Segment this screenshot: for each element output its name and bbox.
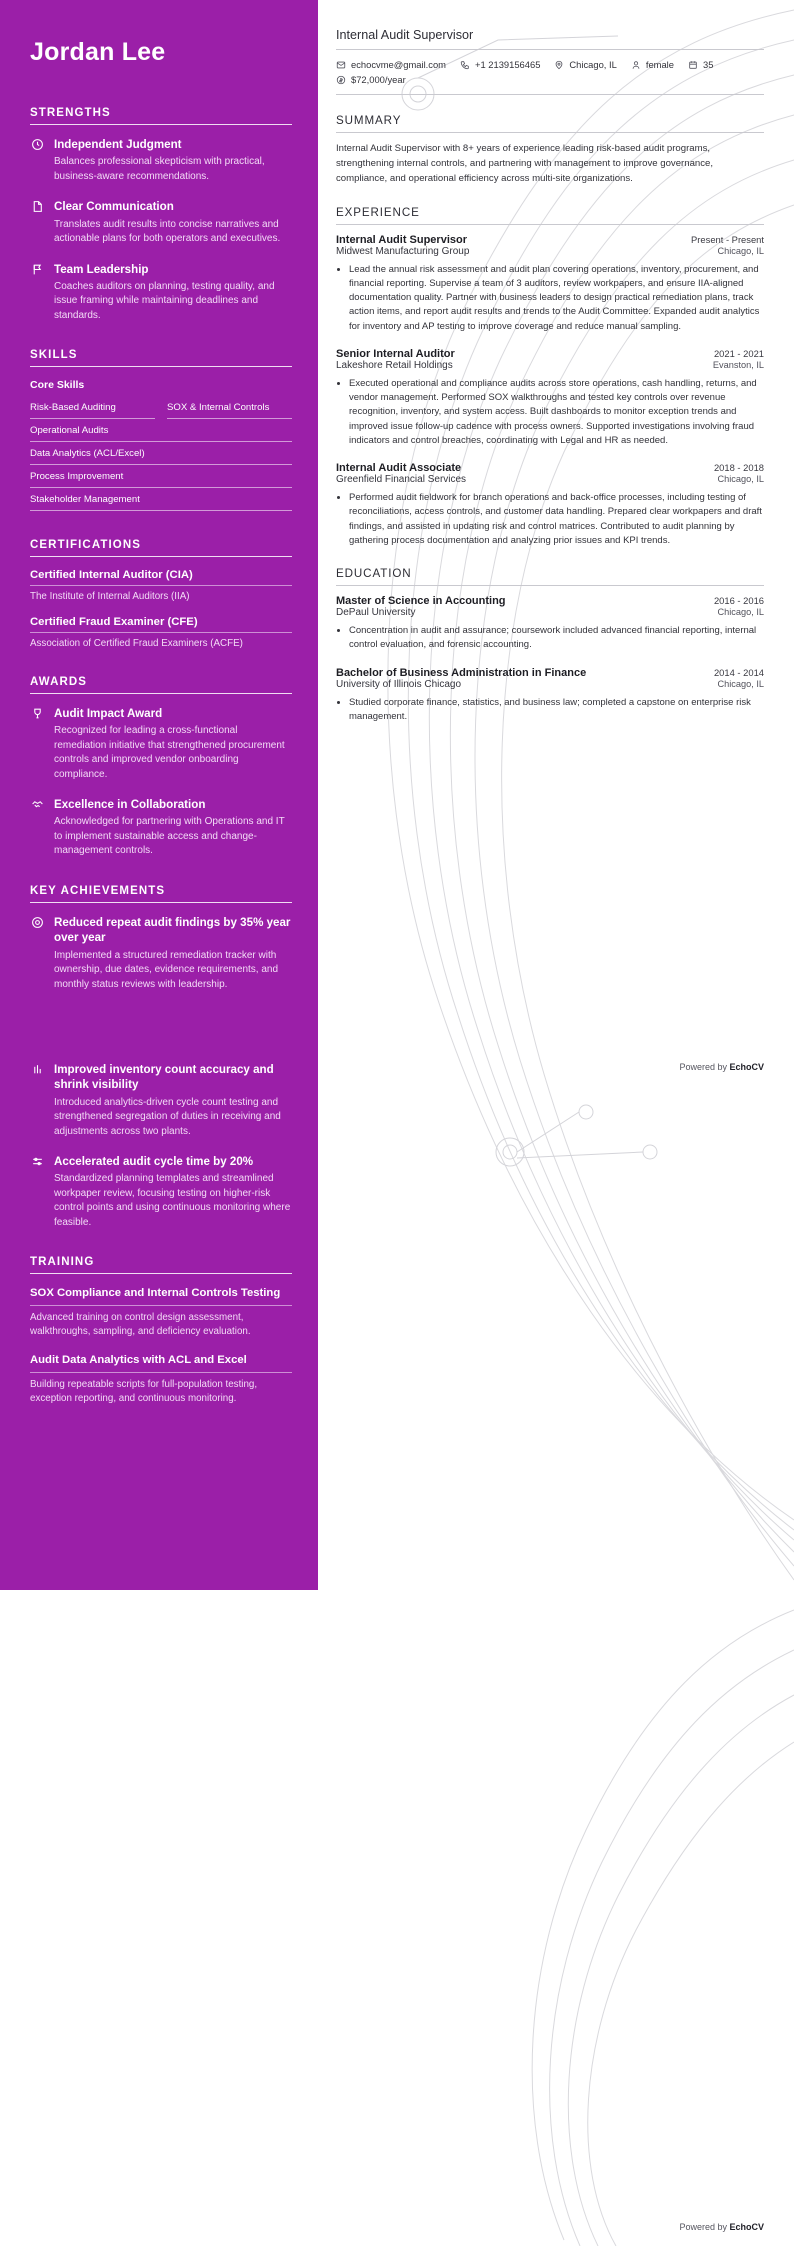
contact-phone-value: +1 2139156465: [474, 59, 541, 70]
strength-desc: Coaches auditors on planning, testing quality, and issue framing while maintaining deadlines and standards.: [54, 280, 275, 321]
award-title: Excellence in Collaboration: [54, 798, 206, 812]
award-item: [30, 706, 292, 782]
experience-location: Evanston, IL: [712, 359, 764, 370]
salary-icon: [336, 75, 346, 85]
experience-company: Midwest Manufacturing Group: [336, 245, 470, 257]
sliders-icon: [30, 1155, 45, 1230]
phone-icon: [460, 60, 470, 70]
award-item: [30, 797, 292, 859]
strength-item: [30, 199, 292, 246]
location-icon: [554, 60, 564, 70]
age-icon: [688, 60, 698, 70]
strengths-title: STRENGTHS: [30, 107, 292, 125]
flag-icon: [30, 263, 45, 324]
contact-gender: [631, 59, 674, 70]
certification-name: Certified Fraud Examiner (CFE): [30, 616, 292, 633]
strength-title: Independent Judgment: [54, 138, 182, 151]
experience-entry: [336, 462, 764, 548]
certification-org: The Institute of Internal Auditors (IIA): [30, 591, 190, 603]
education-date: 2016 - 2016: [713, 595, 764, 607]
brand-name: EchoCV: [729, 2222, 764, 2232]
strength-desc: Balances professional skepticism with practical, business-aware recommendations.: [54, 156, 265, 182]
experience-company: Lakeshore Retail Holdings: [336, 359, 453, 371]
powered-by-footer: [679, 2222, 764, 2232]
education-date: 2014 - 2014: [713, 666, 764, 678]
skill-chip: Risk-Based Auditing: [30, 398, 155, 419]
summary-title: SUMMARY: [336, 114, 764, 133]
experience-company: Greenfield Financial Services: [336, 474, 467, 486]
handshake-icon: [30, 798, 45, 859]
training-item: [30, 1353, 292, 1406]
contact-age: [688, 59, 713, 70]
education-school: University of Illinois Chicago: [336, 678, 462, 690]
experience-date: 2018 - 2018: [713, 462, 764, 474]
education-school: DePaul University: [336, 607, 416, 619]
contact-location: [554, 59, 616, 70]
award-desc: Acknowledged for partnering with Operations and IT to implement sustainable access and change-management controls.: [54, 816, 285, 857]
education-section: [336, 567, 764, 724]
award-desc: Recognized for leading a cross-functional remediation initiative that strengthened procurement controls and improved vendor onboarding compliance.: [54, 725, 285, 780]
achievement-desc: Standardized planning templates and streamlined workpaper review, focusing testing on higher-risk control points and using continuous monitoring where feasible.: [54, 1173, 291, 1228]
mail-icon: [336, 60, 346, 70]
experience-bullets: [349, 377, 764, 448]
summary-text: Internal Audit Supervisor with 8+ years of experience leading risk-based audit programs, strengthening internal controls, and partnering with management to improve governance, compliance, and operational efficiency across multi-site organizations.: [336, 143, 714, 184]
powered-by-footer: [679, 1062, 764, 1072]
skills-title: SKILLS: [30, 349, 292, 367]
candidate-name: Jordan Lee: [30, 38, 166, 66]
education-bullet: • Concentration in audit and assurance; coursework included advanced financial reporting, internal control evaluation, and forensic accounting.: [349, 624, 764, 653]
achievement-item: [30, 1062, 292, 1139]
contact-salary-value: $72,000/year: [351, 74, 406, 85]
skill-chip: Stakeholder Management: [30, 490, 292, 511]
strength-title: Clear Communication: [54, 200, 174, 214]
strength-item: [30, 137, 292, 184]
skill-chip: SOX & Internal Controls: [167, 398, 292, 419]
achievement-item: [30, 915, 292, 992]
document-icon: [30, 200, 45, 246]
experience-location: Chicago, IL: [717, 245, 764, 256]
skill-chip: Operational Audits: [30, 421, 292, 442]
certification-item: [30, 616, 292, 650]
gender-icon: [631, 60, 641, 70]
education-location: Chicago, IL: [717, 678, 764, 689]
training-title: TRAINING: [30, 1256, 292, 1274]
contact-email-value: echocvme@gmail.com: [351, 59, 446, 70]
education-bullet: • Studied corporate finance, statistics, and business law; completed a capstone on enterprise risk management.: [349, 696, 764, 725]
trophy-icon: [30, 707, 45, 782]
contact-bar: [336, 59, 764, 95]
education-bullets: [349, 696, 764, 725]
certifications-title: CERTIFICATIONS: [30, 539, 292, 557]
achievement-title: Improved inventory count accuracy and shrink visibility: [54, 1063, 274, 1092]
experience-bullet: • Lead the annual risk assessment and audit plan covering operations, inventory, procurement, and financial reporting. Supervise a team of 3 auditors, review workpapers, and ensure IIA-aligned documentation quality. Partner with business leaders to design practical remediation plans, track action items, and report audit results and trends to the Audit Committee. Expanded audit analytics for inventory and AP testing to improve coverage and reduce manual sampling.: [349, 263, 764, 334]
education-bullets: [349, 624, 764, 653]
experience-bullet: • Executed operational and compliance audits across store operations, cash handling, returns, and vendor management. Performed SOX walkthroughs and tested key controls over revenue recognition, inventory, and system access. Built dashboards to monitor exception trends and improved issue follow-up cadence with process owners. Supported investigations involving fraud indicators and control breaches, coordinating with Legal and HR as needed.: [349, 377, 764, 448]
achievement-title: Accelerated audit cycle time by 20%: [54, 1155, 254, 1169]
powered-prefix: Powered by: [679, 1062, 730, 1072]
experience-title: EXPERIENCE: [336, 206, 764, 225]
experience-date: 2021 - 2021: [713, 347, 764, 359]
target-icon: [30, 916, 45, 992]
training-item: [30, 1286, 292, 1339]
skill-chip: Data Analytics (ACL/Excel): [30, 444, 292, 465]
training-name: Audit Data Analytics with ACL and Excel: [30, 1353, 292, 1373]
main-content: [318, 0, 794, 768]
training-desc: Building repeatable scripts for full-population testing, exception reporting, and continuous monitoring.: [30, 1379, 258, 1405]
key-achievements-title: KEY ACHIEVEMENTS: [30, 885, 292, 903]
contact-gender-value: female: [645, 59, 674, 70]
contact-phone: [460, 59, 540, 70]
achievement-item: [30, 1154, 292, 1230]
experience-job-title: Internal Audit Associate: [336, 462, 462, 475]
awards-section: [30, 676, 292, 859]
skill-chip: Process Improvement: [30, 467, 292, 488]
contact-salary: [336, 74, 406, 85]
bars-icon: [30, 1063, 45, 1139]
education-location: Chicago, IL: [717, 607, 764, 618]
strength-item: [30, 262, 292, 324]
awards-title: AWARDS: [30, 676, 292, 694]
certification-org: Association of Certified Fraud Examiners (ACFE): [30, 637, 243, 649]
experience-job-title: Internal Audit Supervisor: [336, 233, 468, 246]
experience-bullets: [349, 263, 764, 334]
contact-age-value: 35: [702, 59, 714, 70]
contact-email: [336, 59, 446, 70]
powered-prefix: Powered by: [679, 2222, 730, 2232]
sidebar: [0, 0, 318, 1590]
experience-entry: [336, 234, 764, 334]
skills-chip-list: [30, 398, 292, 513]
contact-location-value: Chicago, IL: [569, 59, 617, 70]
certification-name: Certified Internal Auditor (CIA): [30, 569, 292, 586]
brand-name: EchoCV: [729, 1062, 764, 1072]
experience-entry: [336, 348, 764, 448]
certification-item: [30, 569, 292, 603]
education-entry: [336, 667, 764, 725]
strengths-section: [30, 107, 292, 323]
skills-section: [30, 349, 292, 513]
experience-bullet: • Performed audit fieldwork for branch operations and back-office processes, including testing of reconciliations, access controls, and customer data handling. Prepared clear workpapers and draft findings, and assisted in updating risk and control matrices. Contributed to audit planning by gathering process documentation and analyzing prior issues and KPI trends.: [349, 491, 764, 548]
training-name: SOX Compliance and Internal Controls Testing: [30, 1286, 292, 1306]
experience-job-title: Senior Internal Auditor: [336, 347, 455, 360]
award-title: Audit Impact Award: [54, 706, 163, 720]
strength-title: Team Leadership: [54, 262, 149, 276]
achievement-desc: Implemented a structured remediation tracker with ownership, due dates, evidence requirements, and monthly status reviews with leadership.: [54, 949, 279, 990]
summary-section: [336, 114, 764, 187]
certifications-section: [30, 539, 292, 649]
training-desc: Advanced training on control design assessment, walkthroughs, sampling, and deficiency evaluation.: [30, 1312, 251, 1338]
headline: Internal Audit Supervisor: [336, 28, 764, 50]
key-achievements-section: [30, 885, 292, 1230]
experience-bullets: [349, 491, 764, 548]
education-entry: [336, 595, 764, 653]
achievement-title: Reduced repeat audit findings by 35% year over year: [54, 915, 291, 945]
experience-location: Chicago, IL: [717, 474, 764, 485]
achievement-desc: Introduced analytics-driven cycle count testing and strengthened segregation of duties in receiving and adjustments across two plants.: [54, 1096, 281, 1137]
clock-icon: [30, 138, 45, 184]
education-degree: Master of Science in Accounting: [336, 595, 506, 608]
experience-section: [336, 206, 764, 549]
experience-date: Present - Present: [691, 233, 764, 245]
strength-desc: Translates audit results into concise narratives and actionable plans for both operators and executives.: [54, 218, 281, 245]
skills-group-label: Core Skills: [30, 379, 85, 392]
training-section: [30, 1256, 292, 1406]
education-degree: Bachelor of Business Administration in Finance: [336, 666, 587, 679]
education-title: EDUCATION: [336, 567, 764, 586]
